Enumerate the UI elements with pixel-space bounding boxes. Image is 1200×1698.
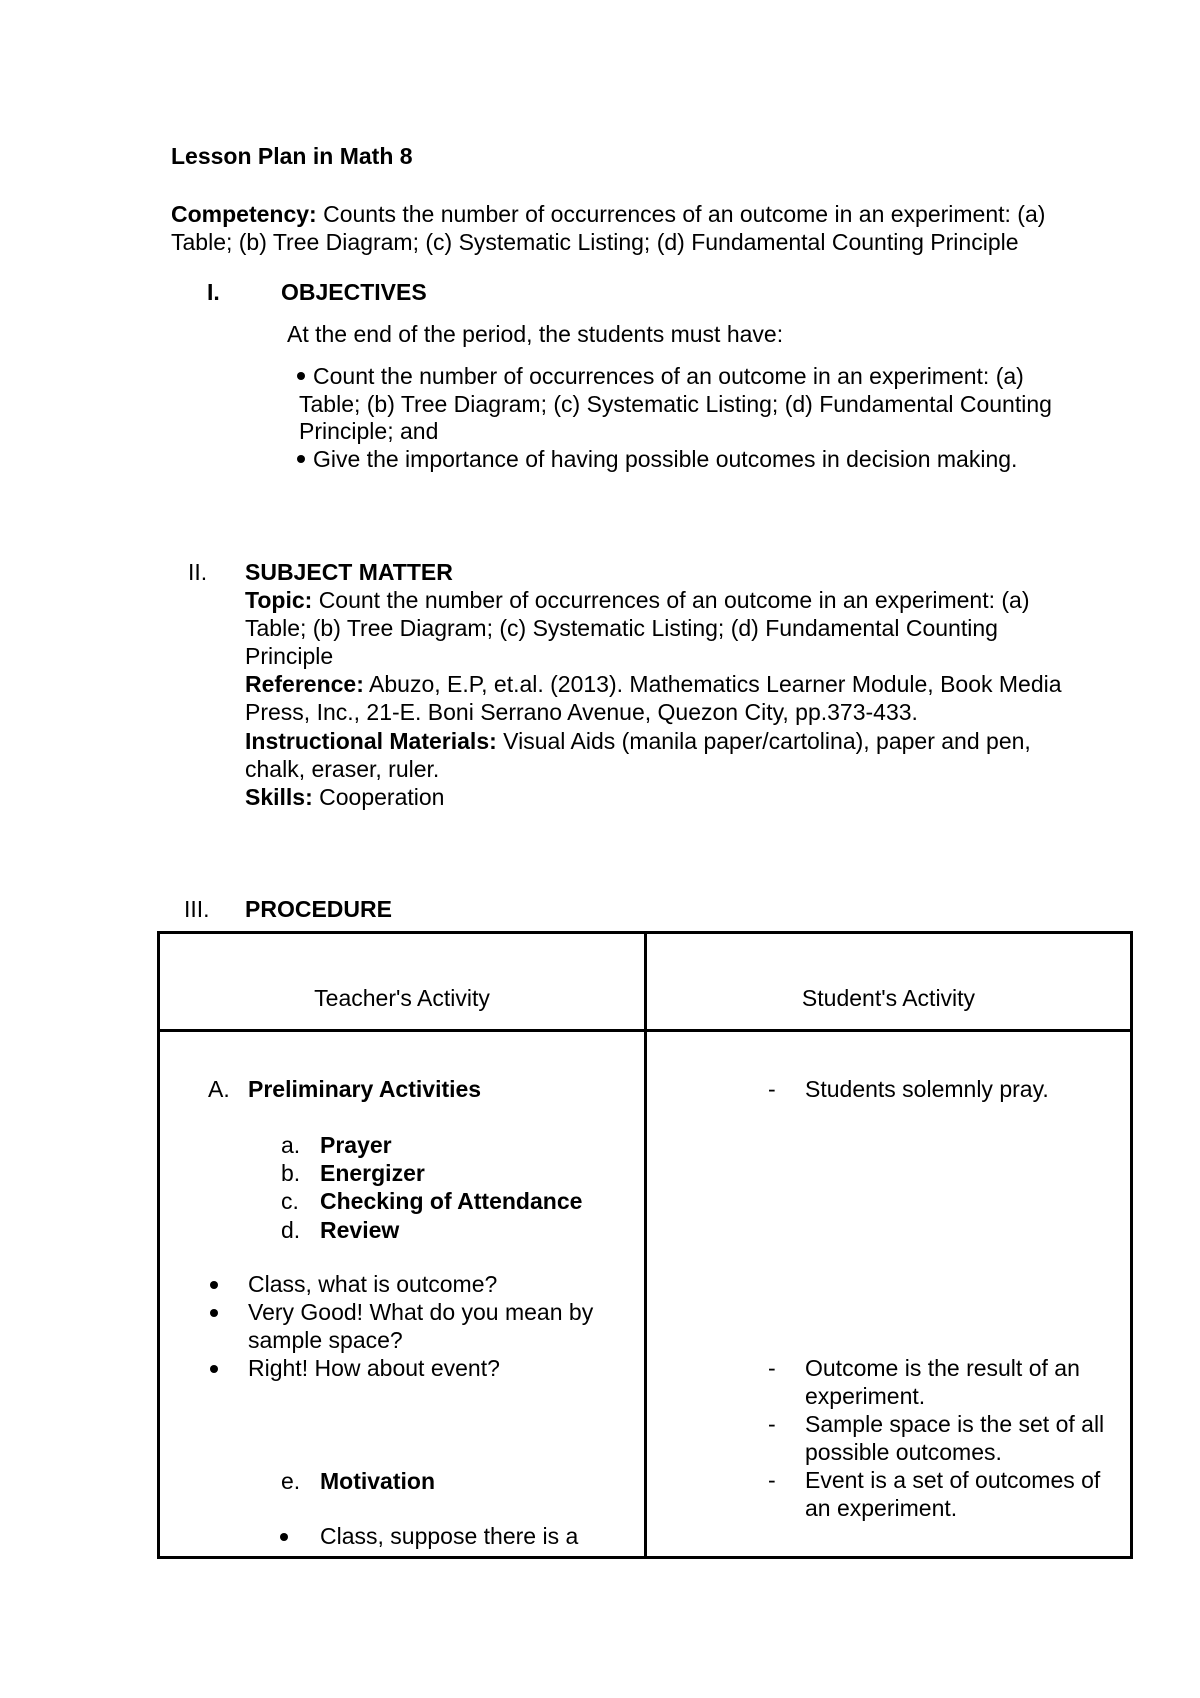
bullet-icon [210,1309,218,1317]
reference-line-2: Press, Inc., 21-E. Boni Serrano Avenue, Quezon City, pp.373-433. [245,699,918,725]
objective-1-line-3: Principle; and [299,418,439,444]
question-sample-space-1: Very Good! What do you mean by [248,1299,594,1325]
reference-label: Reference: [245,671,364,697]
item-letter-e: e. [281,1468,301,1494]
topic-label: Topic: [245,587,313,613]
bullet-icon [210,1365,218,1373]
topic-line-2: Table; (b) Tree Diagram; (c) Systematic Listing; (d) Fundamental Counting [245,615,998,641]
materials-line-2: chalk, eraser, ruler. [245,756,440,782]
subject-matter-numeral: II. [188,559,208,585]
objective-1-line-1: Count the number of occurrences of an outcome in an experiment: (a) [313,363,1024,389]
table-column-divider [644,934,647,1556]
skills-label: Skills: [245,784,313,810]
subject-matter-heading: SUBJECT MATTER [245,559,453,585]
materials-text-1: Visual Aids (manila paper/cartolina), paper and pen, [503,728,1031,754]
motivation-question: Class, suppose there is a [320,1523,579,1549]
section-letter: A. [208,1076,230,1102]
skills-line [245,783,444,811]
question-event: Right! How about event? [248,1355,500,1381]
answer-sample-space-1: Sample space is the set of all [805,1411,1105,1437]
item-attendance: Checking of Attendance [320,1188,583,1214]
header-student-activity: Student's Activity [801,985,976,1011]
topic-text-1: Count the number of occurrences of an outcome in an experiment: (a) [318,587,1030,613]
bullet-icon [210,1281,218,1289]
materials-line-1 [245,727,1031,755]
item-letter-c: c. [281,1188,299,1214]
topic-line-1 [245,586,1030,614]
objective-1-line-2: Table; (b) Tree Diagram; (c) Systematic Listing; (d) Fundamental Counting [299,391,1052,417]
item-letter-b: b. [281,1160,301,1186]
skills-value: Cooperation [319,784,445,810]
item-prayer: Prayer [320,1132,392,1158]
competency-line-2: Table; (b) Tree Diagram; (c) Systematic Listing; (d) Fundamental Counting Principle [171,229,1019,255]
objectives-heading: OBJECTIVES [281,279,427,305]
item-energizer: Energizer [320,1160,425,1186]
table-header-divider [160,1029,1130,1032]
item-motivation: Motivation [320,1468,435,1494]
procedure-heading: PROCEDURE [245,896,392,922]
objectives-intro: At the end of the period, the students must have: [287,321,784,347]
answer-sample-space-2: possible outcomes. [805,1439,1002,1465]
procedure-numeral: III. [184,896,210,922]
bullet-icon [280,1533,288,1541]
dash-icon: - [768,1411,776,1437]
section-title: Preliminary Activities [248,1076,482,1102]
objectives-numeral: I. [207,279,220,305]
competency-label: Competency: [171,201,317,227]
bullet-icon [297,455,305,463]
answer-event-2: an experiment. [805,1495,958,1521]
dash-icon: - [768,1355,776,1381]
bullet-icon [297,372,305,380]
objective-bullet-1 [297,362,1024,390]
reference-text-1: Abuzo, E.P, et.al. (2013). Mathematics Learner Module, Book Media [369,671,1062,697]
objective-bullet-2 [297,445,1017,473]
competency-line-1 [171,200,1045,228]
answer-outcome-1: Outcome is the result of an [805,1355,1080,1381]
question-outcome: Class, what is outcome? [248,1271,498,1297]
competency-text-1: Counts the number of occurrences of an outcome in an experiment: (a) [323,201,1046,227]
answer-pray: Students solemnly pray. [805,1076,1049,1102]
objective-2-text: Give the importance of having possible outcomes in decision making. [313,446,1018,472]
item-letter-a: a. [281,1132,301,1158]
page-title: Lesson Plan in Math 8 [171,143,413,169]
procedure-table [157,931,1133,1559]
item-review: Review [320,1217,400,1243]
dash-icon: - [768,1076,776,1102]
dash-icon: - [768,1467,776,1493]
answer-event-1: Event is a set of outcomes of [805,1467,1101,1493]
reference-line-1 [245,670,1062,698]
answer-outcome-2: experiment. [805,1383,926,1409]
header-teacher-activity: Teacher's Activity [314,985,490,1011]
question-sample-space-2: sample space? [248,1327,403,1353]
topic-line-3: Principle [245,643,334,669]
materials-label: Instructional Materials: [245,728,497,754]
item-letter-d: d. [281,1217,301,1243]
